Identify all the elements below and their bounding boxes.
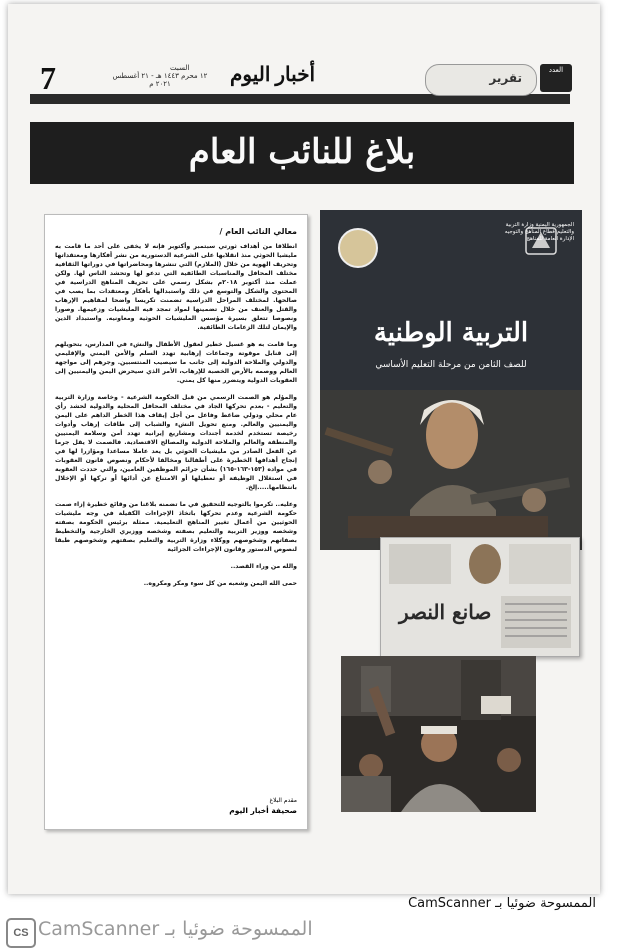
camscanner-logo-icon: CS [6,918,36,948]
textbook-subtitle: للصف الثامن من مرحلة التعليم الأساسي [375,360,527,370]
article-paragraph: والمؤلم هو الصمت الرسمي من قبل الحكومة الشرعية - وخاصة وزارة التربية والتعليم - بعدم تحركها الجاد في مختلف المحافل المحلية والدولية لحشد رأي عام محلي ودولي ضاغط وفاعل من أجل إيقاف هذا الخطر الداهم على اليمن واليمنيين والعالم. ومنع تحويل النشء والشباب إلى طاقات إرهاب وأدوات رخيصة تستخدم لخدمة أجندات ومشاريع إيرانية تهدد أمن وسلامة اليمنيين والمنطقة والعالم والملاحة الدولية والمصالح الاقتصادية. فالصمت لا يقل جرما عن الفعل الصادر من مليشيات الحوثي بل يعد عاملا مساعدا ومؤازرا لها في إنجاح أهدافها الخطيرة على أطفالنا ومخالفا لأحكام ونصوص قانون العقوبات في مواده (١٥٣-١٦٣-١٦٥) بشأن جرائم الموظفين العامين، والتي حددت العقوبة في استغلال الوظيفة أو تعطيلها أو الامتناع عن أدائها أو تركها أو الإخلال بانتظامها.....إلخ. [55,394,298,491]
header-date: ١٢ محرم ١٤٤٣ هـ - ٢١ أغسطس ٢٠٢١ م [112,72,208,88]
inset-artwork [381,538,579,656]
children-protest-photo [341,656,536,812]
camscanner-caption: الممسوحة ضوئيا بـ CamScanner [38,918,313,940]
page-number: 7 [40,60,56,96]
signature-label: مقدم البلاغ [269,797,297,804]
section-tag [425,64,537,96]
newspaper-logo: أخبار اليوم [230,64,316,86]
issue-box [540,64,572,92]
textbook-page-image [380,537,580,657]
section-tag-label: تقرير [489,71,522,85]
article-body [55,227,297,819]
scan-caption: الممسوحة ضوئيا بـ CamScanner [408,896,596,911]
ministry-text: الجمهورية اليمنية وزارة التربية والتعليم قطاع المناهج والتوجيه الإدارة العامة للمناهج [504,222,574,242]
article-column [44,214,308,830]
article-closing: حمى الله اليمن وشعبه من كل سوء ومكر ومكروه.. [143,580,297,587]
article-salutation: معالي النائب العام / [219,227,297,236]
newspaper-page [8,4,600,894]
article-paragraph: وعليه.. تكرموا بالتوجيه للتحقيق في ما تضمنه بلاغنا من وقائع خطيرة إزاء صمت حكومة الشرعية وعدم تحركها باتخاذ الإجراءات الكفيلة في وجه مليشيات الحوثيين من أعمال تغيير المناهج التعليمية. ممثلة برئيس الحكومة بصفته وشخصه ووزير التربية والتعليم بصفته وشخصه ووزيري الخارجية والتخطيط بصفاتهم وشخوصهم ووكلاء وزارة التربية والتعليم بصفتهم وشخوصهم طبقا لنصوص الدستور وقانون الإجراءات الجزائية [55,501,297,553]
article-paragraph: انطلاقا من أهداف ثورتي سبتمبر وأكتوبر فإنه لا يخفى على أحد ما قامت به مليشيا الحوثي منذ انقلابها على الشرعية الدستورية من نشر أفكارها ومعتقداتها وتحريف الهوية من خلال (الملازم) التي تنشرها ومحاضراتها في دوراتها الثقافية مختلف المحافل والمناسبات الطائفية التي تدعو لها وتحشد الناس لها. ولكن عملت منذ أكتوبر ٢٠١٨م بشكل رسمي على تحريف المناهج الدراسية في المحتوى والشكل والتوسع في ذلك واستبدالها بأفكار ومعتقدات بما يصب في صالحها. لمختلف المراحل الدراسية تضمنت تكريسا واضحا لمفاهيم الإرهاب والقتل والعنف من خلال تضمينها لمواد تمجد فيه المليشيات وزعيمها. وصورا ونصوصا تتعلق بسيرة مؤسس المليشيات الحوثية ومعاونيه. واستبداد الدين والإيمان لتلك الزعامات الطائفية. [55,243,297,331]
textbook-title: التربية الوطنية [373,318,529,348]
camscanner-footer [0,912,618,951]
inset-headline: صانع النصر [399,600,492,624]
signature-block [229,797,297,815]
article-paragraph: وما قامت به هو غسيل خطير لعقول الأطفال والنشء في المدارس، بتحويلهم إلى قنابل موقوتة وجماعات إرهابية تهدد السلم والأمن اليمني والإقليمي والدولي والملاحة الدولية إلى جانب ما سيصيب المنتسبين. وجرهم إلى مواجهة العالم ووصمه بالأرض الخصبة للإرهاب، الأمر الذي سيحرض اليمن واليمنيين إلى العقوبات الدولية ويتضرر منها كل يمني. [55,341,297,384]
signature-name: صحيفة أخبار اليوم [229,806,297,815]
page-header [30,60,570,108]
issue-label: العدد [548,66,564,74]
textbook-cover-image [320,210,582,550]
article-paragraph: والله من وراء القصد.. [230,563,297,570]
photo-artwork [341,656,536,812]
ministry-seal-icon [338,228,378,268]
headline-bar [30,122,574,184]
header-day: السبت [170,64,190,72]
headline: بلاغ للنائب العام [188,132,416,172]
